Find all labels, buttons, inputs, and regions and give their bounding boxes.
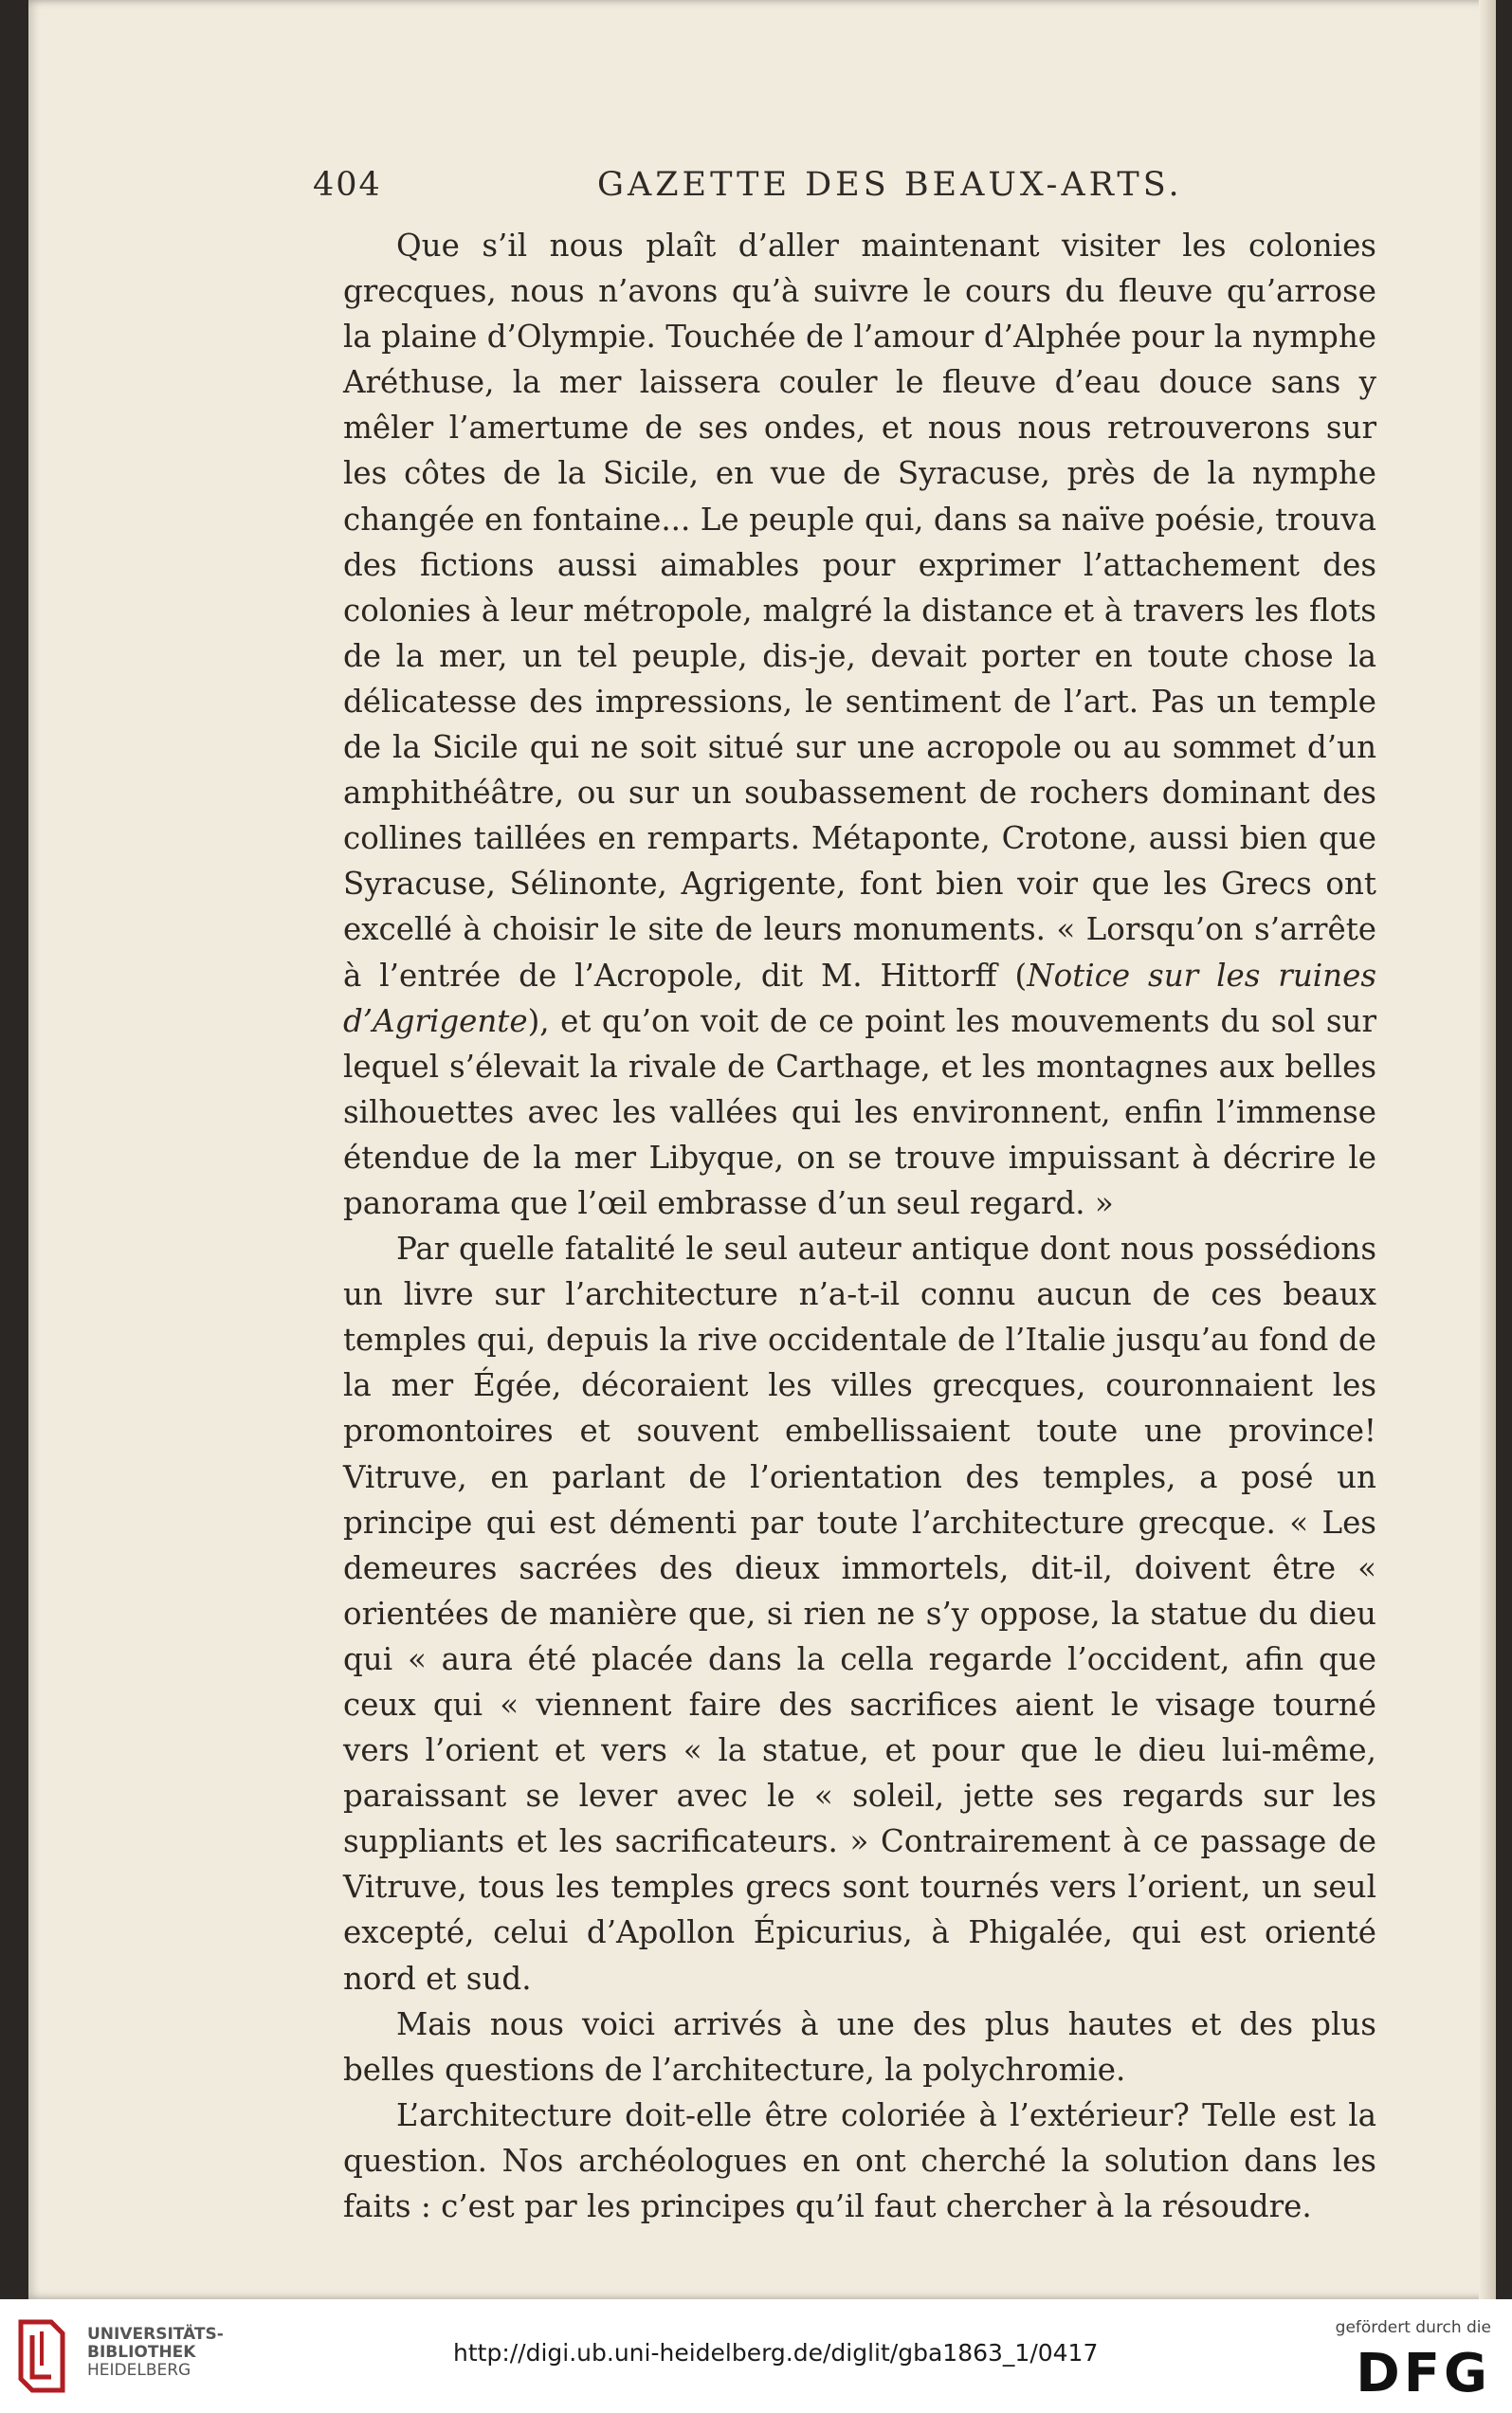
footer-bar [0, 2299, 1512, 2413]
library-name-line-3: HEIDELBERG [87, 2361, 191, 2380]
paragraph-p4 [343, 2093, 1376, 2229]
book-page [28, 0, 1496, 2299]
journal-title: GAZETTE DES BEAUX-ARTS. [597, 166, 1183, 204]
page-edge-shadow [1479, 0, 1496, 2299]
paragraph-p2 [343, 1226, 1376, 2002]
library-name[interactable] [87, 2326, 224, 2380]
body-text [343, 223, 1376, 2229]
permalink-url[interactable]: http://digi.ub.uni-heidelberg.de/diglit/gba1863_1/0417 [453, 2339, 1099, 2367]
library-name-line-1: UNIVERSITÄTS- [87, 2325, 224, 2344]
page-number: 404 [313, 166, 382, 204]
paragraph-p1 [343, 223, 1376, 1226]
dfg-logo[interactable]: DFG [1356, 2343, 1491, 2404]
library-name-line-2: BIBLIOTHEK [87, 2343, 196, 2362]
running-head [313, 166, 1384, 213]
ub-heidelberg-logo-icon[interactable] [13, 2316, 72, 2396]
funding-note: gefördert durch die [1335, 2318, 1491, 2337]
text-segment: Mais nous voici arrivés à une des plus hautes et des plus belles questions de l’architecture, la polychromie. [343, 2005, 1376, 2088]
paragraph-p3 [343, 2002, 1376, 2093]
text-segment: Que s’il nous plaît d’aller maintenant visiter les colonies grecques, nous n’avons qu’à suivre le cours du fleuve qu’arrose la plaine d’Olympie. Touchée de l’amour d’Alphée pour la nymphe Aréthuse, la mer laissera couler le fleuve d’eau douce sans y mêler l’amertume de ses ondes, et nous nous retrouverons sur les côtes de la Sicile, en vue de Syracuse, près de la nymphe changée en fontaine... Le peuple qui, dans sa naïve poésie, trouva des fictions aussi aimables pour exprimer l’attachement des colonies à leur métropole, malgré la distance et à travers les flots de la mer, un tel peuple, dis-je, devait porter en toute chose la délicatesse des impressions, le sentiment de l’art. Pas un temple de la Sicile qui ne soit situé sur une acropole ou au sommet d’un amphithéâtre, ou sur un soubassement de rochers dominant des collines taillées en remparts. Métaponte, Crotone, aussi bien que Syracuse, Sélinonte, Agrigente, font bien voir que les Grecs ont excellé à choisir le site de leurs monuments. « Lorsqu’on s’arrête à l’entrée de l’Acropole, dit M. Hittorff ( [343, 228, 1376, 994]
text-segment: ), et qu’on voit de ce point les mouvements du sol sur lequel s’élevait la rivale de Carthage, et les montagnes aux belles silhouettes avec les vallées qui les environnent, enfin l’immense étendue de la mer Libyque, on se trouve impuissant à décrire le panorama que l’œil embrasse d’un seul regard. » [343, 1002, 1376, 1221]
text-segment: Par quelle fatalité le seul auteur antique dont nous possédions un livre sur l’architecture n’a-t-il connu aucun de ces beaux temples qui, depuis la rive occidentale de l’Italie jusqu’au fond de la mer Égée, décoraient les villes grecques, couronnaient les promontoires et souvent embellissaient toute une province! Vitruve, en parlant de l’orientation des temples, a posé un principe qui est démenti par toute l’architecture grecque. « Les demeures sacrées des dieux immortels, dit-il, doivent être « orientées de manière que, si rien ne s’y oppose, la statue du dieu qui « aura été placée dans la cella regarde l’occident, afin que ceux qui « viennent faire des sacrifices aient le visage tourné vers l’orient et vers « la statue, et pour que le dieu lui-même, paraissant se lever avec le « soleil, jette ses regards sur les suppliants et les sacrificateurs. » Contrairement à ce passage de Vitruve, tous les temples grecs sont tournés vers l’orient, un seul excepté, celui d’Apollon Épicurius, à Phigalée, qui est orienté nord et sud. [343, 1231, 1376, 1997]
text-segment: L’architecture doit-elle être coloriée à l’extérieur? Telle est la question. Nos archéologues en ont cherché la solution dans les faits : c’est par les principes qu’il faut chercher à la résoudre. [343, 2096, 1376, 2225]
italic-title: Notice sur les ruines d’Agrigente [343, 957, 1376, 1039]
